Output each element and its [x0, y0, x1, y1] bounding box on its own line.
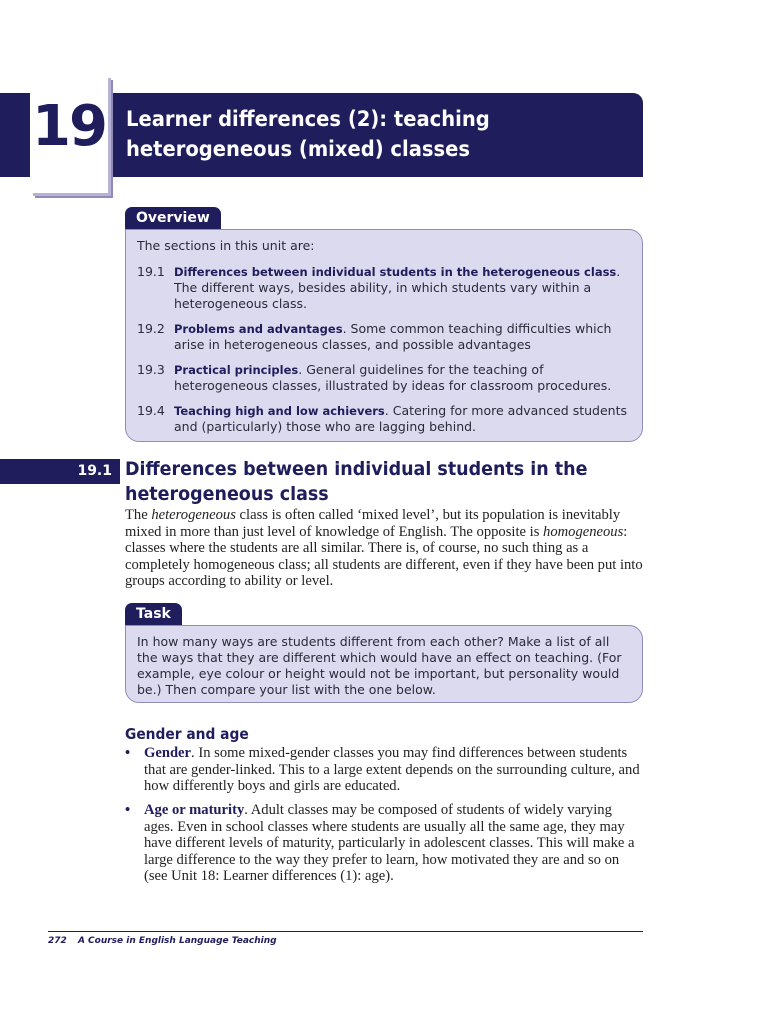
overview-item-number: 19.3 — [137, 362, 165, 377]
overview-item — [137, 362, 630, 394]
bullet-icon: • — [125, 745, 131, 761]
para-italic-term: heterogeneous — [151, 507, 236, 523]
overview-item — [137, 264, 630, 312]
unit-number-box — [30, 75, 108, 193]
task-text: In how many ways are students different from each other? Make a list of all the ways that they are different which would have an effect on teaching. (For example, eye colour or height would not be important, but personality would be.) Then compare your list with the one below. — [137, 634, 622, 697]
book-title: A Course in English Language Teaching — [77, 936, 277, 946]
subsection-heading: Gender and age — [125, 725, 249, 743]
section-paragraph — [125, 507, 645, 590]
unit-number: 19 — [32, 94, 106, 159]
overview-item-number: 19.2 — [137, 321, 165, 336]
overview-item — [137, 403, 630, 435]
section-number: 19.1 — [0, 459, 120, 484]
overview-item-description: . Catering for more advanced students and (particularly) those who are lagging behind. — [174, 403, 628, 434]
overview-item-heading: Practical principles — [174, 363, 299, 377]
para-text: : classes where the students are all similar. There is, of course, no such thing as a completely homogeneous class; all students are different, even if they have been put into groups according to ability or level. — [125, 523, 643, 589]
overview-tab: Overview — [125, 207, 221, 230]
bullet-text: . Adult classes may be composed of students of widely varying ages. Even in school classes where students are usually all the same age, they may have different levels of maturity, particularly in adolescent classes. This will make a large difference to the way they prefer to learn, how motivated they are and so on (see Unit 18: Learner differences (1): age). — [144, 802, 635, 884]
overview-item-description: . General guidelines for the teaching of heterogeneous classes, illustrated by ideas for classroom procedures. — [174, 362, 612, 393]
overview-item-description: . The different ways, besides ability, in which students vary within a heterogeneous class. — [174, 264, 621, 311]
para-italic-term: homogeneous — [543, 523, 624, 540]
bullet-item — [125, 802, 645, 885]
para-text: The — [125, 507, 152, 523]
section-title: Differences between individual students in the heterogeneous class — [125, 458, 588, 505]
bullet-term: Gender — [144, 745, 192, 761]
overview-item-description: . Some common teaching difficulties which arise in heterogeneous classes, and possible advantages — [174, 321, 612, 352]
overview-item-heading: Differences between individual students in the heterogeneous class — [174, 265, 617, 279]
task-tab: Task — [125, 603, 182, 626]
unit-title: Learner differences (2): teaching heterogeneous (mixed) classes — [126, 107, 490, 161]
bullet-term: Age or maturity — [144, 802, 245, 818]
footer-rule — [48, 931, 643, 932]
bullet-icon: • — [125, 802, 131, 818]
bullet-item — [125, 745, 645, 795]
overview-panel — [125, 229, 643, 442]
overview-item-number: 19.1 — [137, 264, 165, 279]
para-text: class is often called ‘mixed level’, but its population is inevitably mixed in more than just level of knowledge of English. The opposite is — [125, 507, 621, 540]
page-number: 272 — [48, 936, 67, 946]
task-panel — [125, 625, 643, 703]
page-footer — [48, 936, 277, 946]
overview-item — [137, 321, 630, 353]
overview-item-heading: Problems and advantages — [174, 322, 343, 336]
bullet-text: . In some mixed-gender classes you may find differences between students that are gender-linked. This to a large extent depends on the surrounding culture, and how differently boys and girls are educated. — [144, 745, 640, 794]
overview-item-number: 19.4 — [137, 403, 165, 418]
overview-intro: The sections in this unit are: — [137, 238, 315, 253]
overview-item-heading: Teaching high and low achievers — [174, 404, 385, 418]
